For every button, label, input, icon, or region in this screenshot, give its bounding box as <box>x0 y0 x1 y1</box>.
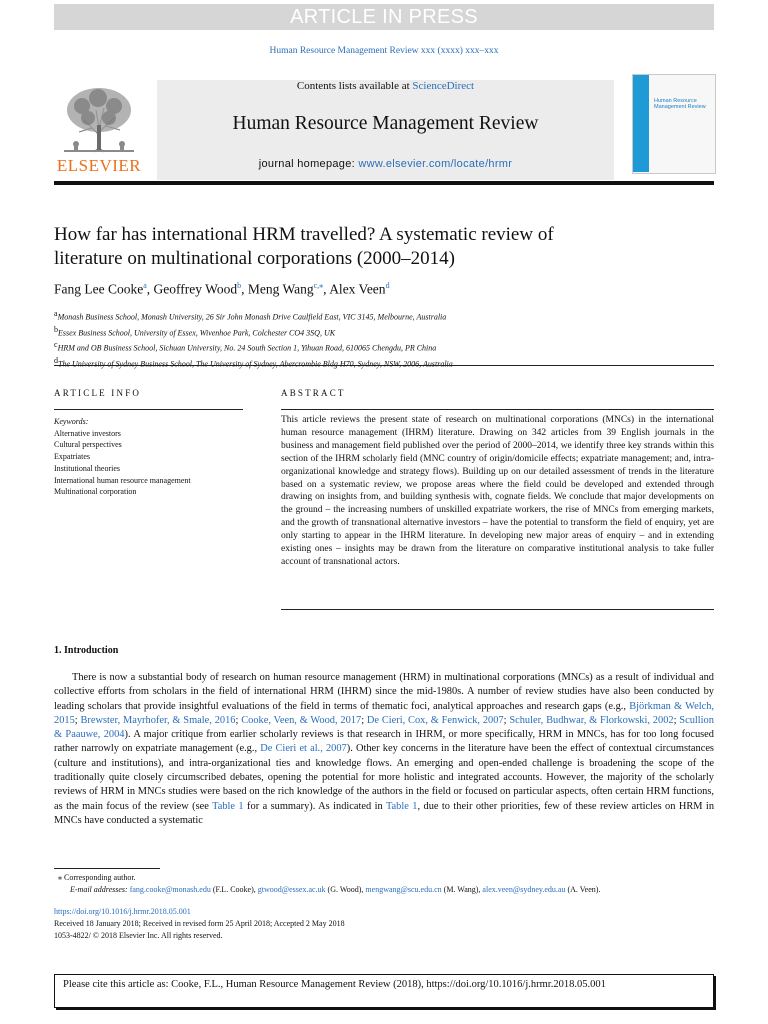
body-text-run: ). Other key concerns in the literature have been the effect of contextual circumstances (culture and institutions), and intra-organizational ties and knowledge flows. An emerging and open-ended challenge is broadening the scope of the traditionally quite closely circumscribed debates, opening the potential for more holistic and integrated accounts. However, the majority of the scholarly reviews of HRM in MNCs studies were based on the rich knowledge of the authors in the field or focused on particular aspects, often certain HRM functions, as the main focus of the review (see <box>54 743 714 812</box>
contents-line <box>157 80 614 92</box>
keyword: Institutional theories <box>54 463 120 473</box>
divider <box>54 409 243 410</box>
author-affiliation-marker[interactable]: b <box>237 281 242 290</box>
footnotes <box>58 872 718 897</box>
table-link[interactable]: Table 1 <box>212 800 244 812</box>
received-dates: Received 18 January 2018; Received in revised form 25 April 2018; Accepted 2 May 2018 <box>54 918 345 928</box>
keyword: Alternative investors <box>54 428 121 438</box>
body-text-run: ; <box>235 714 242 726</box>
sciencedirect-link[interactable]: ScienceDirect <box>412 80 475 92</box>
email-link[interactable]: mengwang@scu.edu.cn <box>365 885 442 895</box>
author-name: Fang Lee Cooke <box>54 281 144 297</box>
citation-link[interactable]: Brewster, Mayrhofer, & Smale, 2016 <box>80 714 236 726</box>
affiliation-key: a <box>54 309 58 318</box>
homepage-prefix: journal homepage: <box>258 158 359 170</box>
publication-info <box>54 906 714 941</box>
journal-homepage <box>157 158 614 170</box>
affiliation-text: HRM and OB Business School, Sichuan University, No. 24 South Section 1, Yihuan Road, 610065 Chengdu, PR China <box>57 343 437 353</box>
keyword: Cultural perspectives <box>54 440 122 450</box>
divider <box>281 609 714 610</box>
keyword: International human resource management <box>54 475 191 485</box>
author-separator: , <box>323 281 330 297</box>
article-info-heading: ARTICLE INFO <box>54 388 142 398</box>
affiliation-text: Essex Business School, University of Essex, Wivenhoe Park, Colchester CO4 3SQ, UK <box>58 328 336 338</box>
keywords-label: Keywords: <box>54 417 89 426</box>
email-owner: (G. Wood), <box>325 885 366 895</box>
section-heading: 1. Introduction <box>54 645 119 656</box>
corresponding-author-note: ⁎ Corresponding author. <box>58 873 136 882</box>
author-affiliation-marker[interactable]: c,⁎ <box>313 281 324 290</box>
citation-link[interactable]: De Cieri et al., 2007 <box>260 743 347 755</box>
author-separator: , <box>146 281 154 297</box>
table-link[interactable]: Table 1 <box>385 800 418 812</box>
abstract-heading: ABSTRACT <box>281 388 346 398</box>
running-header[interactable] <box>54 46 714 56</box>
affiliation-key: b <box>54 324 58 334</box>
author-name: Meng Wang <box>247 281 314 297</box>
elsevier-wordmark: ELSEVIER <box>56 156 142 175</box>
affiliation <box>54 355 714 371</box>
body-text-run: for a summary). As indicated in <box>243 800 386 812</box>
contents-prefix: Contents lists available at <box>296 80 413 92</box>
author-affiliation-marker[interactable]: a <box>143 281 147 290</box>
email-addresses <box>58 884 718 896</box>
author-separator: , <box>241 281 248 297</box>
copyright: 1053-4822/ © 2018 Elsevier Inc. All rights reserved. <box>54 930 223 940</box>
citation-text: Please cite this article as: Cooke, F.L., Human Resource Management Review (2018), https://doi.org/10.1016/j.hrmr.2018.05.001 <box>63 979 606 990</box>
intro-paragraph <box>54 671 714 828</box>
paper-title-line-2: literature on multinational corporations (2000–2014) <box>54 248 456 269</box>
author-list <box>54 281 714 298</box>
divider <box>281 409 714 410</box>
doi-link[interactable]: https://doi.org/10.1016/j.hrmr.2018.05.001 <box>54 907 191 916</box>
author-name: Geoffrey Wood <box>153 281 238 297</box>
citation-link[interactable]: Cooke, Veen, & Wood, 2017 <box>241 714 362 726</box>
keyword: Multinational corporation <box>54 487 137 497</box>
email-owner: (M. Wang), <box>441 885 483 895</box>
email-label: E-mail addresses: <box>70 885 130 895</box>
masthead-rule <box>54 181 714 185</box>
body-text-run: ; <box>361 714 367 726</box>
citation-link[interactable]: Scullion & Paauwe, 2004 <box>54 714 714 741</box>
body-text-run: There is now a substantial body of research on human resource management (HRM) in multinational corporations (MNCs) as a result of individual and collective efforts from scholars in the field of international HRM (IHRM) since the mid-1980s. A number of review studies have also been conducted by leading scholars that provide insightful evaluations of the field in terms of thematic foci, analytical approaches and research gaps (e.g., <box>54 672 714 712</box>
paper-title-line-1: How far has international HRM travelled? A systematic review of <box>54 224 554 245</box>
affiliations <box>54 308 714 371</box>
citation-link[interactable]: De Cieri, Cox, & Fenwick, 2007 <box>366 714 504 726</box>
article-in-press-banner <box>54 4 714 30</box>
paper-title <box>54 223 674 271</box>
email-link[interactable]: gtwood@essex.ac.uk <box>257 885 326 895</box>
divider <box>54 365 714 366</box>
email-owner: (F.L. Cooke), <box>210 885 258 895</box>
email-link[interactable]: fang.cooke@monash.edu <box>129 885 211 895</box>
cover-spine <box>633 75 649 172</box>
affiliation-key: d <box>54 355 58 365</box>
body-text-run: , due to their other priorities, few of these review articles on HRM in MNCs have conducted a systematic <box>54 800 715 826</box>
keywords-block <box>54 416 254 498</box>
citation-box <box>54 974 714 1008</box>
affiliation <box>54 339 714 355</box>
email-owner: (A. Veen). <box>565 885 601 895</box>
author-name: Alex Veen <box>329 281 386 297</box>
keyword: Expatriates <box>54 452 90 462</box>
body-text-run: ; <box>74 714 81 726</box>
cover-title: Human Resource Management Review <box>654 98 706 110</box>
body-text-run: ; <box>673 714 680 726</box>
affiliation-key: c <box>54 340 58 350</box>
journal-title: Human Resource Management Review <box>232 113 539 134</box>
banner-text: ARTICLE IN PRESS <box>290 6 478 28</box>
citation-link[interactable]: Björkman & Welch, 2015 <box>54 700 714 726</box>
affiliation-text: Monash Business School, Monash University, 26 Sir John Monash Drive Caulfield East, VIC 3145, Melbourne, Australia <box>57 312 447 322</box>
homepage-link[interactable]: www.elsevier.com/locate/hrmr <box>358 158 513 170</box>
body-text-run: ). A major critique from earlier scholarly reviews is that research in IHRM, or more specifically, HRM in MNCs, has for too long focused rather narrowly on expatriate management (e.g., <box>54 729 714 755</box>
running-header-link[interactable]: Human Resource Management Review xxx (xxxx) xxx–xxx <box>269 46 499 56</box>
author-affiliation-marker[interactable]: d <box>385 281 390 290</box>
affiliation <box>54 324 714 340</box>
abstract-text: This article reviews the present state of research on multinational corporations (MNCs) in the international human resource management (IHRM) literature. Drawing on 342 articles from 39 English journals in the business and management field published over the period of 2000–2014, we identify three key strands within this section of the IHRM scholarly field (MNC country of origin/domicile effects; expatriate management; and, intra-organizational knowledge and strategy flows). Building up on our detailed assessment of trends in the literature based on a systematic review, we propose areas where the field could be developed and extended through drawing on insights from, and building synthesis with, cognate fields. We conclude that major developments on the ground – the increasing numbers of unskilled expatriate workers, the rise of MNCs from emerging markets, and the growth of transnational alternative investors – have the potential to transform the field of enquiry, yet are only starting to appear in the IHRM literature. In developing new major areas of enquiry – and in extending existing ones – insights may be drawn from the literature on comparative institutional analysis to take fuller account of transnational actors. <box>281 415 714 567</box>
email-link[interactable]: alex.veen@sydney.edu.au <box>482 885 566 895</box>
affiliation <box>54 308 714 324</box>
body-text-run: ; <box>503 714 510 726</box>
footnote-rule <box>54 868 160 869</box>
citation-link[interactable]: Schuler, Budhwar, & Florkowski, 2002 <box>509 714 674 726</box>
